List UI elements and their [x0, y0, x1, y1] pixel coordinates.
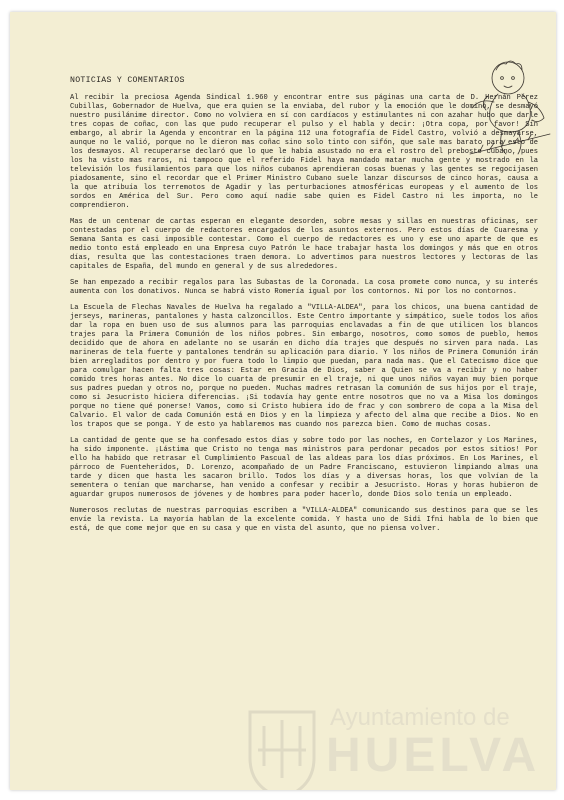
paragraph-reclutas: Numerosos reclutas de nuestras parroquias escriben a "VILLA-ALDEA" comunicando sus destinos para que se les envíe la revista. La mayoría hablan de la excelente comida. Y hasta uno de Sidi Ifni habla de lo bien que está, de que come mejor que en su casa y que en vista del asunto, que no piensa volver.: [70, 507, 538, 533]
archive-watermark: [240, 702, 556, 790]
coat-of-arms-icon: [240, 702, 324, 790]
watermark-line1: Ayuntamiento de: [330, 704, 510, 731]
paragraph-cartas: Mas de un centenar de cartas esperan en elegante desorden, sobre mesas y sillas en nuestras oficinas, ser contestadas por el cuerpo de redactores encargados de los asuntos externos. Pero estos días de Cuaresma y Semana Santa es casi imposible contestar. Como el cuerpo de redactores es uno y ese uno aparte de que es medio tonto está empleado en una Empresa cuyo Patrón le hace trabajar hasta los domingos y más que en otros días, resulta que las contestaciones traen demora. Lo advertimos para nuestros lectores y lectoras de las capitales de España, del mundo en general y de sus alrededores.: [70, 218, 538, 271]
document-page: [10, 12, 556, 790]
paragraph-confesiones: La cantidad de gente que se ha confesado estos días y sobre todo por las noches, en Cortelazor y Los Marines, ha sido imponente. ¡Lástima que Cristo no tenga mas ministros para perdonar pecados por estos sitios! Por ello ha habido que retrasar el Cumplimiento Pascual de las aldeas para los días próximos. En Los Marines, el párroco de Fuenteheridos, D. Lorenzo, acompañado de un Padre Franciscano, estuvieron limpiando almas una tarde y dicen que hasta les sacaron brillo. Todos los días y a diversas horas, los que volvían de la sementera o tenían que marcharse, han venido a confesar y recibir a Jesucristo. Horas y horas hubieron de aguardar grupos numerosos de jóvenes y de hombres para poder hacerlo, donde Dios solo tenía un empleado.: [70, 437, 538, 499]
page-heading: NOTICIAS Y COMENTARIOS: [70, 76, 185, 85]
watermark-line2: HUELVA: [326, 729, 541, 782]
article-body: [70, 94, 538, 541]
paragraph-flechas-navales: La Escuela de Flechas Navales de Huelva ha regalado a "VILLA-ALDEA", para los chicos, una buena cantidad de jerseys, marineras, pantalones y hasta calzoncillos. Este Centro importante y simpático, suele todos los años dar la ropa en buen uso de sus alumnos para las parroquias enclavadas a fin de que utilicen los blancos trajes para la Primera Comunión de los niños pobres. Sin embargo, nosotros, como somos de pueblo, hemos decidido que de ahora en adelante no se usarán en dicho día trajes que después no sirven para nada. Las marineras de tela fuerte y pantalones tendrán su aplicación para diario. Y los niños de Primera Comunión irán bien arregladitos por dentro y por fuera todo lo limpio que puedan, para nada mas. Que el Catecismo dice que para comulgar hacen falta tres cosas: Estar en Gracia de Dios, saber a Quien se va a recibir y no haber comido tres horas antes. No dice lo cuarta de presumir en el traje, ni que unos niños vayan muy bien porque sus padres puedan y otros no, porque no pueden. Muchas madres retrasan la comunión de sus hijos por el traje, como si Jesucristo hiciera diferencias. ¡Si todavía hay gente entre nosotros que no va a Misa los domingos porque no tiene qué ponerse! Vamos, como si Cristo hubiera ido de frac y con sombrero de copa a la Misa del Calvario. El valor de cada Comunión está en Dios y en la limpieza y afecto del alma que recibe a Dios. No en los trapos que se ponga. Y de esto ya hablaremos mas cuando nos parezca bien. Como de muchas cosas.: [70, 304, 538, 429]
paragraph-subastas: Se han empezado a recibir regalos para las Subastas de la Coronada. La cosa promete como nunca, y su interés aumenta con los donativos. Nunca se habrá visto Romería igual por los contornos. Ni por los no contornos.: [70, 279, 538, 296]
paragraph-agenda: Al recibir la preciosa Agenda Sindical 1.960 y encontrar entre sus páginas una carta de D. Hernán Pérez Cubillas, Gobernador de Huelva, que era quien se la enviaba, del rubor y la emoción que le dominó, se desmayó nuestro pusilánime director. Como no volviera en sí con cardíacos y estimulantes ni con azahar hubo que darle tres copas de coñac, con las que pudo recuperar el pulso y el habla y decir: ¡Otra copa, por favor! Sin embargo, al abrir la Agenda y encontrar en la página 112 una fotografía de Fidel Castro, volvió a desmayarse, aunque no le valió, porque no le dieron mas coñac sino solo tinto con sifón, que sale mas barato para esto de los desmayos. Al recuperarse declaró que lo que le había asustado no era el rostro del preboste cubano, pues los ha visto mas raros, ni tampoco que el referido Fidel haya mandado matar mucha gente y mostrado en la televisión los fusilamientos para que los niños cubanos aprendieran cosas buenas y las gentes se regocijasen piadosamente, sino el recordar que el Primer Ministro Cubano suele lanzar discursos de cinco horas, causa a la que atribuía los terremotos de Agadir y las perturbaciones atmosféricas europeas y el aumento de los sordos en América del Sur. Pero como aquí nadie sabe quien es Fidel Castro ni les importa, no le comprendieron.: [70, 94, 538, 210]
